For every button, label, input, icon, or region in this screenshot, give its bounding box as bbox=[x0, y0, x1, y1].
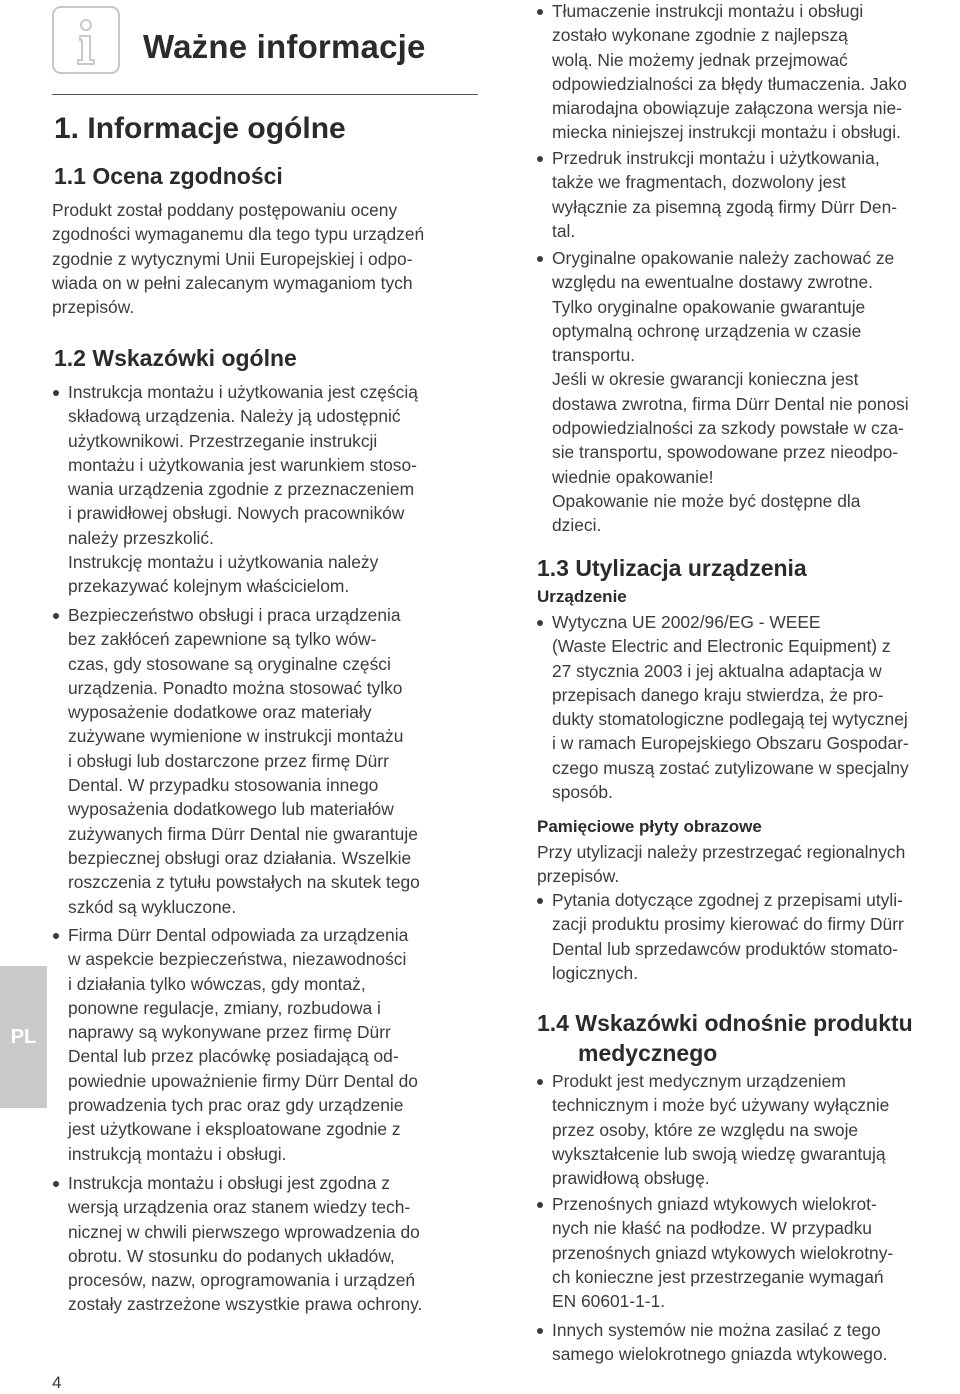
page-title: Ważne informacje bbox=[143, 28, 426, 65]
text-line: Innych systemów nie można zasilać z tego bbox=[552, 1320, 881, 1340]
list-item bbox=[552, 1069, 889, 1190]
bullet-icon bbox=[53, 390, 59, 396]
text-line: transportu. bbox=[552, 345, 636, 366]
paragraph bbox=[537, 840, 905, 889]
text-line: czego muszą zostać zutylizowane w specjalny bbox=[552, 757, 909, 778]
list-item bbox=[68, 1171, 422, 1317]
list-item bbox=[552, 246, 909, 538]
text-line: Wytyczna UE 2002/96/EG - WEEE bbox=[552, 612, 821, 632]
text-line: czas, gdy stosowane są oryginalne części bbox=[68, 653, 391, 674]
subsection-heading-continued: medycznego bbox=[578, 1040, 718, 1066]
text-line: powiednie upoważnienie firmy Dürr Dental do bbox=[68, 1070, 418, 1091]
text-line: przekazywać kolejnym właścicielom. bbox=[68, 576, 350, 597]
text-line: Instrukcja montażu i obsługi jest zgodna z bbox=[68, 1173, 390, 1193]
subheading: Urządzenie bbox=[537, 587, 627, 606]
bullet-icon bbox=[537, 620, 543, 626]
text-line: technicznym i może być używany wyłącznie bbox=[552, 1095, 890, 1116]
bullet-icon bbox=[537, 256, 543, 262]
text-line: bezpiecznej obsługi oraz działania. Wszelkie bbox=[68, 847, 412, 868]
bullet-icon bbox=[537, 9, 543, 15]
list-item bbox=[552, 1318, 887, 1367]
bullet-icon bbox=[537, 1328, 543, 1334]
text-line: zgodności wymaganemu dla tego typu urządzeń bbox=[52, 224, 425, 245]
text-line: wyposażenia dodatkowego lub materiałów bbox=[68, 799, 394, 820]
bullet-icon bbox=[53, 933, 59, 939]
text-line: jest użytkowane i eksploatowane zgodnie z bbox=[68, 1119, 401, 1140]
text-line: wersją urządzenia oraz stanem wiedzy tech- bbox=[68, 1197, 411, 1218]
text-line: bez zakłóceń zapewnione są tylko wów- bbox=[68, 629, 377, 650]
text-line: przepisach danego kraju stwierdza, że pro- bbox=[552, 684, 884, 705]
list-item bbox=[68, 923, 418, 1166]
bullet-icon bbox=[537, 1202, 543, 1208]
text-line: Produkt został poddany postępowaniu oceny bbox=[52, 200, 398, 220]
text-line: względu na ewentualne dostawy zwrotne. bbox=[552, 272, 873, 293]
text-line: zużywanych firma Dürr Dental nie gwarantuje bbox=[68, 823, 418, 844]
list-item bbox=[68, 380, 418, 599]
subsection-heading: 1.2 Wskazówki ogólne bbox=[54, 345, 297, 371]
info-icon bbox=[52, 6, 120, 74]
text-line: wiednie opakowanie! bbox=[552, 466, 714, 487]
text-line: zostały zastrzeżone wszystkie prawa ochrony. bbox=[68, 1294, 423, 1315]
subheading: Pamięciowe płyty obrazowe bbox=[537, 817, 762, 836]
text-line: Przedruk instrukcji montażu i użytkowania, bbox=[552, 148, 880, 168]
bullet-icon bbox=[53, 1181, 59, 1187]
list-item bbox=[552, 610, 909, 804]
page-number: 4 bbox=[52, 1373, 62, 1392]
list-item bbox=[552, 146, 897, 243]
text-line: odpowiedzialności za błędy tłumaczenia. Jako bbox=[552, 73, 907, 94]
text-line: optymalną ochronę urządzenia w czasie bbox=[552, 320, 862, 341]
text-line: naprawy są wykonywane przez firmę Dürr bbox=[68, 1022, 391, 1043]
text-line: Tłumaczenie instrukcji montażu i obsługi bbox=[552, 1, 864, 21]
text-line: użytkownikowi. Przestrzeganie instrukcji bbox=[68, 430, 378, 451]
text-line: i obsługi lub dostarczone przez firmę Dürr bbox=[68, 750, 389, 771]
bullet-icon bbox=[53, 613, 59, 619]
text-line: Produkt jest medycznym urządzeniem bbox=[552, 1071, 846, 1091]
text-line: prowadzenia tych prac oraz gdy urządzenie bbox=[68, 1095, 404, 1116]
list-item bbox=[552, 0, 907, 145]
text-line: przepisów. bbox=[52, 297, 135, 318]
language-tab: PL bbox=[0, 966, 47, 1108]
text-line: procesów, nazw, oprogramowania i urządzeń bbox=[68, 1270, 416, 1291]
text-line: dzieci. bbox=[552, 515, 602, 536]
text-line: prawidłową obsługę. bbox=[552, 1168, 710, 1189]
list-item bbox=[552, 1192, 893, 1313]
text-line: należy przeszkolić. bbox=[68, 527, 214, 548]
bullet-icon bbox=[537, 156, 543, 162]
text-line: roszczenia z tytułu powstałych na skutek tego bbox=[68, 872, 420, 893]
text-line: logicznych. bbox=[552, 962, 639, 983]
text-line: Dental lub sprzedawców produktów stomato- bbox=[552, 938, 899, 959]
bullet-icon bbox=[537, 898, 543, 904]
paragraph bbox=[52, 198, 424, 319]
text-line: w aspekcie bezpieczeństwa, niezawodności bbox=[68, 949, 407, 970]
text-line: montażu i użytkowania jest warunkiem stoso- bbox=[68, 454, 417, 475]
text-line: tal. bbox=[552, 220, 576, 241]
text-line: przez osoby, które ze względu na swoje bbox=[552, 1119, 859, 1140]
divider bbox=[52, 94, 478, 95]
subsection-heading: 1.1 Ocena zgodności bbox=[54, 163, 283, 189]
text-line: Bezpieczeństwo obsługi i praca urządzenia bbox=[68, 605, 401, 625]
text-line: także we fragmentach, dozwolony jest bbox=[552, 172, 846, 193]
text-line: zostało wykonane zgodnie z najlepszą bbox=[552, 25, 848, 46]
text-line: Dental. W przypadku stosowania innego bbox=[68, 775, 379, 796]
text-line: dukty stomatologiczne podlegają tej wytycznej bbox=[552, 709, 908, 730]
text-line: i w ramach Europejskiego Obszaru Gospodar- bbox=[552, 733, 909, 754]
text-line: nicznej w chwili pierwszego wprowadzenia do bbox=[68, 1221, 420, 1242]
text-line: wania urządzenia zgodnie z przeznaczeniem bbox=[68, 479, 415, 500]
text-line: miarodajna obowiązuje załączona wersja nie- bbox=[552, 98, 902, 119]
text-line: przepisów. bbox=[537, 866, 620, 887]
text-line: Dental lub przez placówkę posiadającą od- bbox=[68, 1046, 399, 1067]
text-line: Przy utylizacji należy przestrzegać regionalnych bbox=[537, 842, 906, 862]
text-line: Oryginalne opakowanie należy zachować ze bbox=[552, 248, 895, 268]
text-line: Pytania dotyczące zgodnej z przepisami utyli- bbox=[552, 890, 903, 910]
text-line: szkód są wykluczone. bbox=[68, 896, 237, 917]
text-line: dostawa zwrotna, firma Dürr Dental nie ponosi bbox=[552, 393, 909, 414]
text-line: obrotu. W stosunku do podanych układów, bbox=[68, 1245, 395, 1266]
subsection-heading: 1.3 Utylizacja urządzenia bbox=[537, 555, 807, 581]
text-line: ponowne regulacje, zmiany, rozbudowa i bbox=[68, 997, 381, 1018]
text-line: zgodnie z wytycznymi Unii Europejskiej i odpo- bbox=[52, 248, 413, 269]
text-line: sie transportu, spowodowane przez nieodpo- bbox=[552, 442, 899, 463]
text-line: zużywane wymienione w instrukcji montażu bbox=[68, 726, 404, 747]
text-line: odpowiedzialności za szkody powstałe w cza- bbox=[552, 418, 904, 439]
text-line: wiada on w pełni zalecanym wymaganiom tych bbox=[52, 272, 413, 293]
text-line: instrukcją montażu i obsługi. bbox=[68, 1143, 287, 1164]
text-line: EN 60601-1-1. bbox=[552, 1291, 666, 1312]
text-line: miecka niniejszej instrukcji montażu i obsługi. bbox=[552, 122, 901, 143]
text-line: Instrukcja montażu i użytkowania jest częścią bbox=[68, 382, 418, 402]
text-line: i działania tylko wówczas, gdy montaż, bbox=[68, 973, 366, 994]
text-line: samego wielokrotnego gniazda wtykowego. bbox=[552, 1344, 888, 1365]
text-line: zacji produktu prosimy kierować do firmy Dürr bbox=[552, 914, 904, 935]
text-line: wyposażenie dodatkowe oraz materiały bbox=[68, 702, 372, 723]
text-line: 27 stycznia 2003 i jej aktualna adaptacja w bbox=[552, 660, 882, 681]
subsection-heading: 1.4 Wskazówki odnośnie produktu bbox=[537, 1010, 913, 1036]
text-line: i prawidłowej obsługi. Nowych pracowników bbox=[68, 503, 405, 524]
text-line: przenośnych gniazd wtykowych wielokrotny- bbox=[552, 1242, 894, 1263]
text-line: wolą. Nie możemy jednak przejmować bbox=[552, 49, 848, 70]
text-line: nych nie kłaść na podłodze. W przypadku bbox=[552, 1218, 872, 1239]
text-line: składową urządzenia. Należy ją udostępnić bbox=[68, 406, 401, 427]
text-line: urządzenia. Ponadto można stosować tylko bbox=[68, 677, 403, 698]
text-line: Firma Dürr Dental odpowiada za urządzenia bbox=[68, 925, 409, 945]
text-line: sposób. bbox=[552, 782, 613, 803]
text-line: ch konieczne jest przestrzeganie wymagań bbox=[552, 1266, 884, 1287]
text-line: Tylko oryginalne opakowanie gwarantuje bbox=[552, 296, 866, 317]
text-line: Instrukcję montażu i użytkowania należy bbox=[68, 552, 379, 573]
list-item bbox=[552, 888, 904, 985]
text-line: Jeśli w okresie gwarancji konieczna jest bbox=[552, 369, 859, 390]
text-line: Opakowanie nie może być dostępne dla bbox=[552, 490, 861, 511]
text-line: (Waste Electric and Electronic Equipment) z bbox=[552, 636, 891, 657]
bullet-icon bbox=[537, 1079, 543, 1085]
text-line: wykształcenie lub swoją wiedzę gwarantują bbox=[552, 1143, 886, 1164]
section-heading: 1. Informacje ogólne bbox=[54, 112, 346, 145]
text-line: Przenośnych gniazd wtykowych wielokrot- bbox=[552, 1194, 877, 1214]
list-item bbox=[68, 603, 420, 919]
text-line: wyłącznie za pisemną zgodą firmy Dürr Den- bbox=[552, 196, 898, 217]
